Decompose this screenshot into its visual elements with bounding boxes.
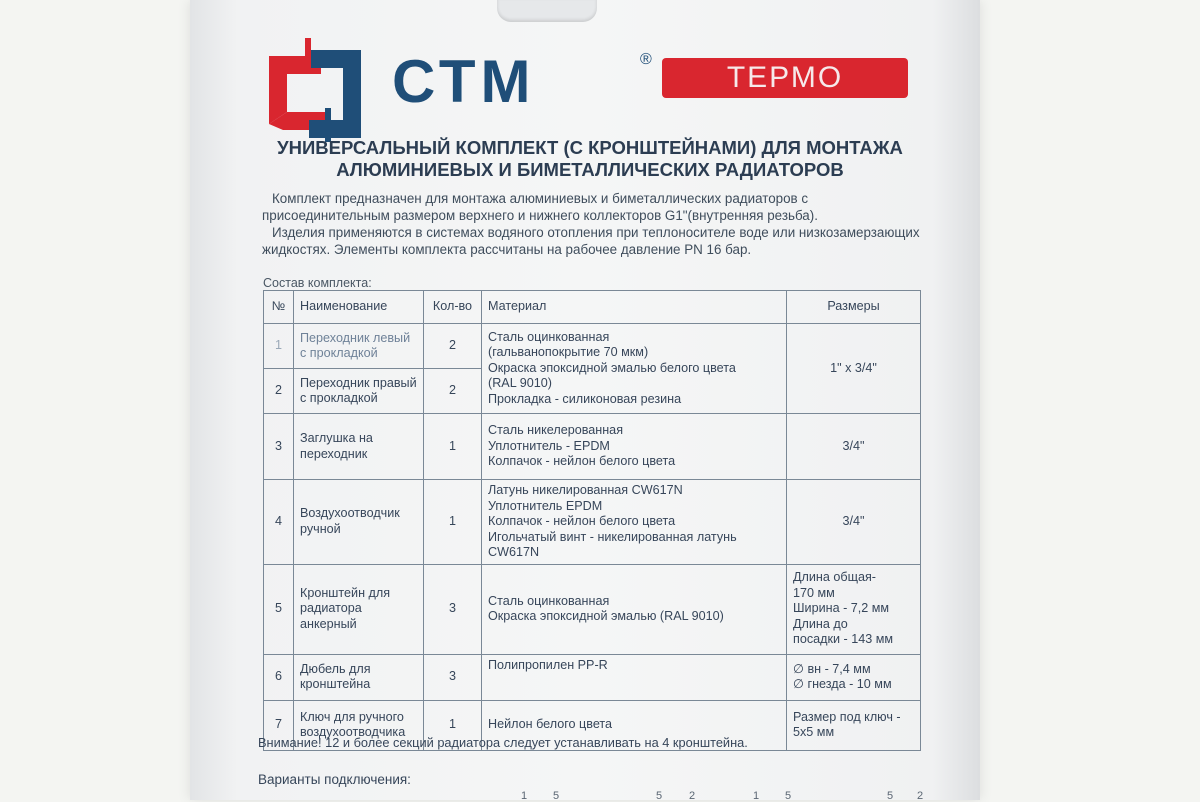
diagram-number: 1 [521,790,528,802]
row-qty: 3 [424,654,482,700]
material-line: Колпачок - нейлон белого цвета [488,514,676,528]
table-row [264,414,921,480]
size-line: 5x5 мм [793,725,835,739]
size-line: ∅ гнезда - 10 мм [793,677,892,691]
row-material [482,654,787,700]
row-size [787,414,921,480]
connection-variants-label: Варианты подключения: [258,772,411,787]
row-size [787,480,921,565]
row-name: Заглушка на переходник [294,414,424,480]
row-size [787,654,921,700]
product-title-line1: УНИВЕРСАЛЬНЫЙ КОМПЛЕКТ (С КРОНШТЕЙНАМИ) ДЛЯ МОНТАЖА [277,137,903,158]
material-line: Уплотнитель EPDM [488,498,603,513]
product-description [262,190,934,258]
row-qty: 1 [424,480,482,565]
col-header-size: Размеры [787,291,921,324]
registered-mark: ® [640,51,652,68]
size-line: ∅ вн - 7,4 мм [793,661,871,676]
row-material [482,414,787,480]
col-header-qty: Кол-во [424,291,482,324]
size-line: посадки - 143 мм [793,632,894,647]
product-title-line2: АЛЮМИНИЕВЫХ И БИМЕТАЛЛИЧЕСКИХ РАДИАТОРОВ [336,159,844,180]
diagram-number: 5 [656,790,663,802]
col-header-name: Наименование [294,291,424,324]
row-num: 5 [264,564,294,654]
row-material [482,480,787,565]
row-size [787,564,921,654]
diagram-number: 5 [553,790,560,802]
col-header-material: Материал [482,291,787,324]
row-qty: 2 [424,324,482,369]
size-line: 3/4" [842,514,865,528]
row-name: Переходник правый с прокладкой [294,369,424,414]
size-line: 170 мм [793,585,835,600]
table-row [264,480,921,565]
material-line: Сталь оцинкованная [488,593,610,608]
brand-name: СТМ [392,48,536,115]
row-name: Ключ для ручного воздухоотводчика [294,700,424,750]
warning-note: Внимание! 12 и более секций радиатора следует устанавливать на 4 кронштейна. [258,735,748,750]
row-name: Дюбель для кронштейна [294,654,424,700]
size-line: Размер под ключ - [793,709,901,724]
row-material [482,564,787,654]
table-row [264,324,921,369]
material-line: Сталь никелерованная [488,423,624,438]
material-line: Латунь никелированная CW617N [488,483,683,497]
material-line: (RAL 9010) [488,376,552,391]
material-line: Нейлон белого цвета [488,717,613,732]
diagram-number: 2 [917,790,924,802]
material-line: Игольчатый винт - никелированная латунь CW617N [488,529,737,559]
material-line: Прокладка - силиконовая резина [488,391,682,406]
row-qty: 1 [424,700,482,750]
hang-hole [497,0,597,22]
diagram-number: 1 [753,790,760,802]
row-name: Воздухоотводчик ручной [294,480,424,565]
product-title [255,137,925,181]
row-qty: 1 [424,414,482,480]
composition-label: Состав комплекта: [263,276,372,290]
size-line: 3/4" [842,438,865,453]
brand-tag: ТЕРМО [662,58,908,98]
kit-contents-table [263,290,921,751]
material-line: Сталь оцинкованная [488,329,610,344]
row-num: 3 [264,414,294,480]
table-header-row [264,291,921,324]
row-num: 4 [264,480,294,565]
material-line: Полипропилен PP-R [488,657,608,672]
diagram-number: 5 [887,790,894,802]
row-material [482,324,787,414]
row-num: 2 [264,369,294,414]
brand-logo-icon [265,38,367,142]
size-line: 1" x 3/4" [830,360,877,375]
table-row [264,654,921,700]
row-num: 7 [264,700,294,750]
description-purpose: Комплект предназначен для монтажа алюминиевых и биметаллических радиаторов с присоединительным размером верхнего и нижнего коллекторов G1"(внутренняя резьба). [262,191,818,223]
material-line: Колпачок - нейлон белого цвета [488,454,676,469]
row-num: 1 [264,324,294,369]
size-line: Длина до [793,616,848,631]
row-qty: 3 [424,564,482,654]
description-usage: Изделия применяются в системах водяного отопления при теплоносителе воде или низкозамерзающих жидкостях. Элементы комплекта рассчитаны на рабочее давление PN 16 бар. [262,225,920,257]
size-line: Длина общая- [793,570,876,585]
row-size [787,324,921,414]
row-qty: 2 [424,369,482,414]
row-name: Кронштейн для радиатора анкерный [294,564,424,654]
material-line: (гальванопокрытие 70 мкм) [488,345,649,360]
material-line: Уплотнитель - EPDM [488,438,610,453]
table-row [264,564,921,654]
col-header-num: № [264,291,294,324]
diagram-number: 2 [689,790,696,802]
row-name: Переходник левый с прокладкой [294,324,424,369]
material-line: Окраска эпоксидной эмалью (RAL 9010) [488,609,724,623]
diagram-number: 5 [785,790,792,802]
material-line: Окраска эпоксидной эмалью белого цвета [488,360,736,375]
row-num: 6 [264,654,294,700]
size-line: Ширина - 7,2 мм [793,601,890,616]
